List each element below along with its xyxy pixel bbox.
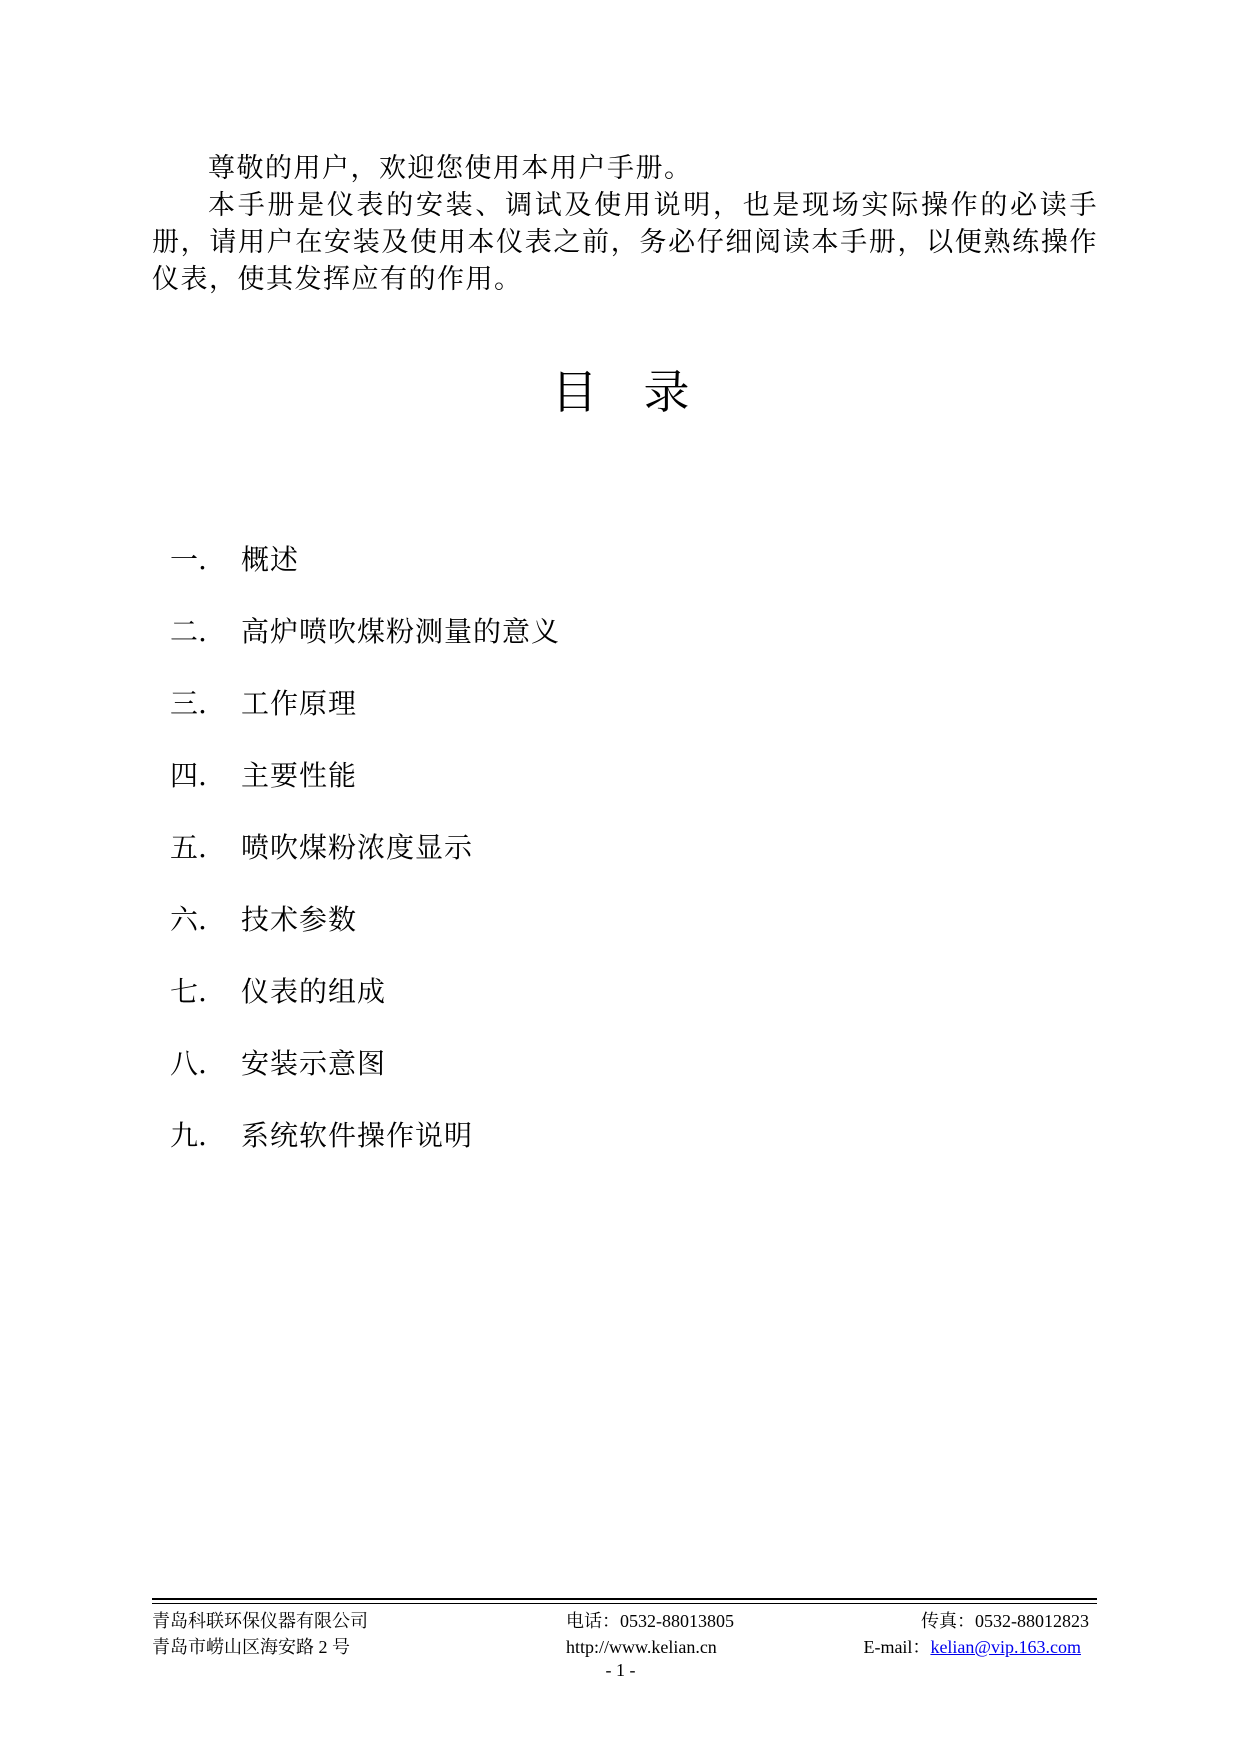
toc-list [170,540,560,1188]
toc-item-label: 高炉喷吹煤粉测量的意义 [241,615,561,648]
toc-item-number: 八. [170,1047,207,1080]
footer-address: 青岛市崂山区海安路 2 号 [152,1637,350,1657]
toc-item-label: 安装示意图 [241,1047,387,1080]
page-number: - 1 - [605,1660,636,1680]
toc-item-label: 工作原理 [241,687,358,720]
toc-item[interactable] [170,1044,560,1116]
page-footer [152,1608,1097,1660]
toc-item-label: 喷吹煤粉浓度显示 [241,831,474,864]
toc-item[interactable] [170,828,560,900]
intro-description: 本手册是仪表的安装、调试及使用说明，也是现场实际操作的必读手册，请用户在安装及使用本仪表之前，务必仔细阅读本手册，以便熟练操作仪表，使其发挥应有的作用。 [152,190,1098,295]
footer-divider-thick [152,1598,1097,1600]
footer-divider-thin [152,1603,1097,1604]
toc-title-char-1: 目 [551,365,598,419]
toc-item[interactable] [170,684,560,756]
intro-section [152,150,1098,298]
toc-item[interactable] [170,756,560,828]
toc-item-number: 七. [170,975,207,1008]
toc-item-number: 二. [170,615,207,648]
toc-item[interactable] [170,540,560,612]
toc-item-label: 主要性能 [241,759,358,792]
toc-item-number: 六. [170,903,207,936]
toc-item-number: 九. [170,1119,207,1152]
footer-fax: 传真：0532-88012823 [921,1611,1089,1631]
footer-row-2 [152,1634,1097,1660]
footer-email-label: E-mail： [863,1637,931,1657]
toc-item-number: 五. [170,831,207,864]
footer-company: 青岛科联环保仪器有限公司 [152,1611,368,1631]
footer-website[interactable]: http://www.kelian.cn [566,1637,717,1657]
footer-phone: 电话：0532-88013805 [566,1611,734,1631]
footer-email-block [863,1634,1081,1660]
toc-item[interactable] [170,900,560,972]
footer-email-link[interactable]: kelian@vip.163.com [930,1637,1081,1657]
toc-item[interactable] [170,1116,560,1188]
toc-item-label: 概述 [241,543,300,576]
toc-item-label: 仪表的组成 [241,975,387,1008]
toc-item-label: 技术参数 [241,903,358,936]
toc-item[interactable] [170,972,560,1044]
intro-greeting: 尊敬的用户，欢迎您使用本用户手册。 [208,153,693,184]
toc-item-label: 系统软件操作说明 [241,1119,474,1152]
toc-item-number: 三. [170,687,207,720]
toc-item[interactable] [170,612,560,684]
toc-title-char-2: 录 [643,365,690,419]
footer-row-1 [152,1608,1097,1634]
toc-item-number: 一. [170,543,207,576]
toc-item-number: 四. [170,759,207,792]
toc-title [0,362,1241,422]
